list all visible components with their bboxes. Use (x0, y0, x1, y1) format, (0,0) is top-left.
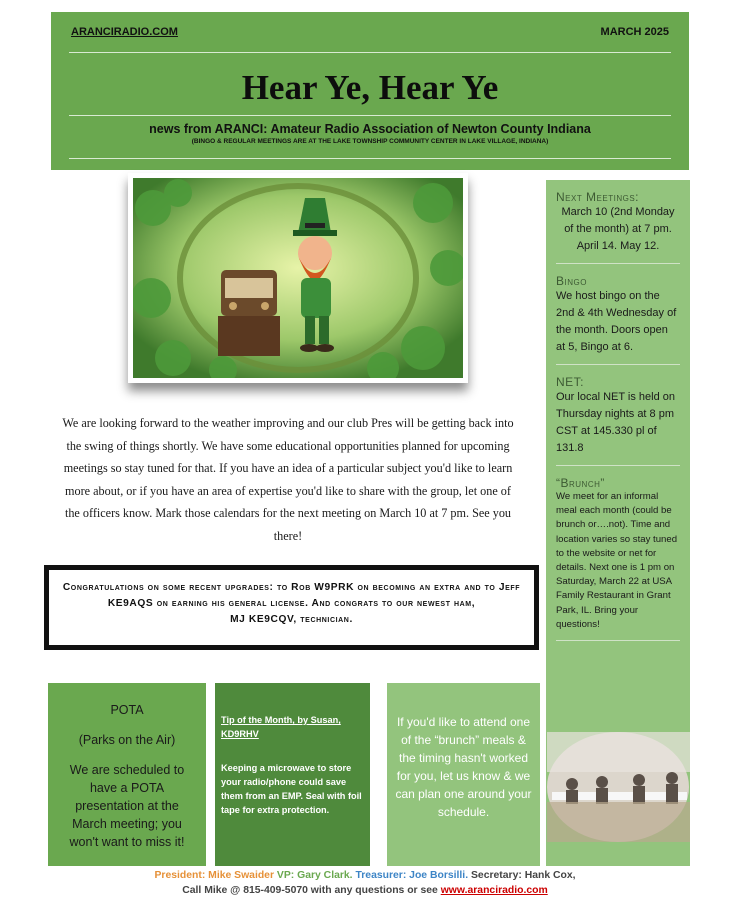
meetings-text: March 10 (2nd Monday of the month) at 7 pm. (561, 206, 675, 235)
officer-secretary: Secretary: Hank Cox, (470, 870, 576, 881)
net-heading: NET: (556, 375, 585, 389)
site-link[interactable]: ARANCIRADIO.COM (71, 26, 178, 38)
sidebar-section-net (556, 375, 680, 466)
website-link[interactable]: www.aranciradio.com (440, 885, 548, 896)
brunch-text: We meet for an informal meal each month (could be brunch or….not). Time and location varies so stay tuned to the website or net for details. Next one is 1 pm on Saturday, March 22 at USA Family Restaurant in Grant Park, IL. Bring your questions! (556, 491, 678, 630)
header-divider (69, 52, 671, 53)
congrats-newest-ham: MJ KE9CQV, technician. (230, 614, 353, 625)
pota-text: We are scheduled to have a POTA presentation at the March meeting; you won't want to miss it! (69, 763, 185, 849)
tip-box (215, 683, 370, 866)
bingo-heading: Bingo (556, 274, 587, 288)
pota-subtitle: (Parks on the Air) (78, 733, 176, 747)
congrats-box (44, 565, 539, 650)
sidebar-section-meetings (556, 190, 680, 264)
issue-date: MARCH 2025 (600, 26, 669, 38)
bingo-text: We host bingo on the 2nd & 4th Wednesday of the month. Doors open at 5, Bingo at 6. (556, 290, 677, 353)
newsletter-header (51, 12, 689, 170)
congrats-text: Congratulations on some recent upgrades: to Rob W9PRK on becoming an extra and to Jeff KE9AQS on earning his general license. And congrats to our newest ham, (62, 582, 521, 609)
header-divider (69, 158, 671, 159)
contact-text: Call Mike @ 815-409-5070 with any questions or see (182, 885, 438, 896)
brunch-heading: “Brunch” (556, 476, 605, 490)
officers-line (0, 868, 730, 883)
meetings-heading: Next Meetings: (556, 190, 640, 204)
brunch-invite-box (387, 683, 540, 866)
leprechaun-radio-illustration (133, 178, 463, 378)
tip-text: Keeping a microwave to store your radio/phone could save them from an EMP. Seal with foil tape for extra protection. (221, 763, 362, 815)
net-text: Our local NET is held on Thursday nights at 8 pm CST at 145.330 pl of 131.8 (556, 391, 676, 454)
sidebar-section-brunch (556, 476, 680, 641)
officer-treasurer: Treasurer: Joe Borsilli. (355, 870, 469, 881)
contact-line (0, 883, 730, 898)
meeting-photo (547, 732, 690, 842)
header-topline (71, 26, 669, 38)
tip-title: Tip of the Month, by Susan, KD9RHV (221, 715, 341, 739)
newsletter-title: Hear Ye, Hear Ye (241, 68, 499, 107)
pota-title: POTA (110, 703, 144, 717)
intro-paragraph: We are looking forward to the weather improving and our club Pres will be getting back into the swing of things shortly. We have some educational opportunities planned for upcoming meetings so stay tuned for that. If you have an idea of a particular subject you'd like to learn more about, or if you have an area of expertise you'd like to share with the group, let one of the officers know. Mark those calendars for the next meeting on March 10 at 7 pm. See you there! (62, 416, 514, 543)
pota-box (48, 683, 206, 866)
meeting-location-note: (BINGO & REGULAR MEETINGS ARE AT THE LAKE TOWNSHIP COMMUNITY CENTER IN LAKE VILLAGE, INDIANA) (191, 138, 549, 145)
officer-president: President: Mike Swaider (154, 870, 275, 881)
brunch-invite-text: If you'd like to attend one of the “brunch” meals & the timing hasn't worked for you, let us know & we can plan one around your schedule. (395, 715, 532, 819)
newsletter-subtitle: news from ARANCI: Amateur Radio Association of Newton County Indiana (149, 122, 591, 136)
footer (0, 868, 730, 898)
officer-vp: VP: Gary Clark. (276, 870, 353, 881)
hero-image-frame (128, 173, 468, 383)
meetings-text-upcoming: April 14. May 12. (576, 240, 660, 252)
sidebar-section-bingo (556, 274, 680, 365)
header-divider (69, 115, 671, 116)
